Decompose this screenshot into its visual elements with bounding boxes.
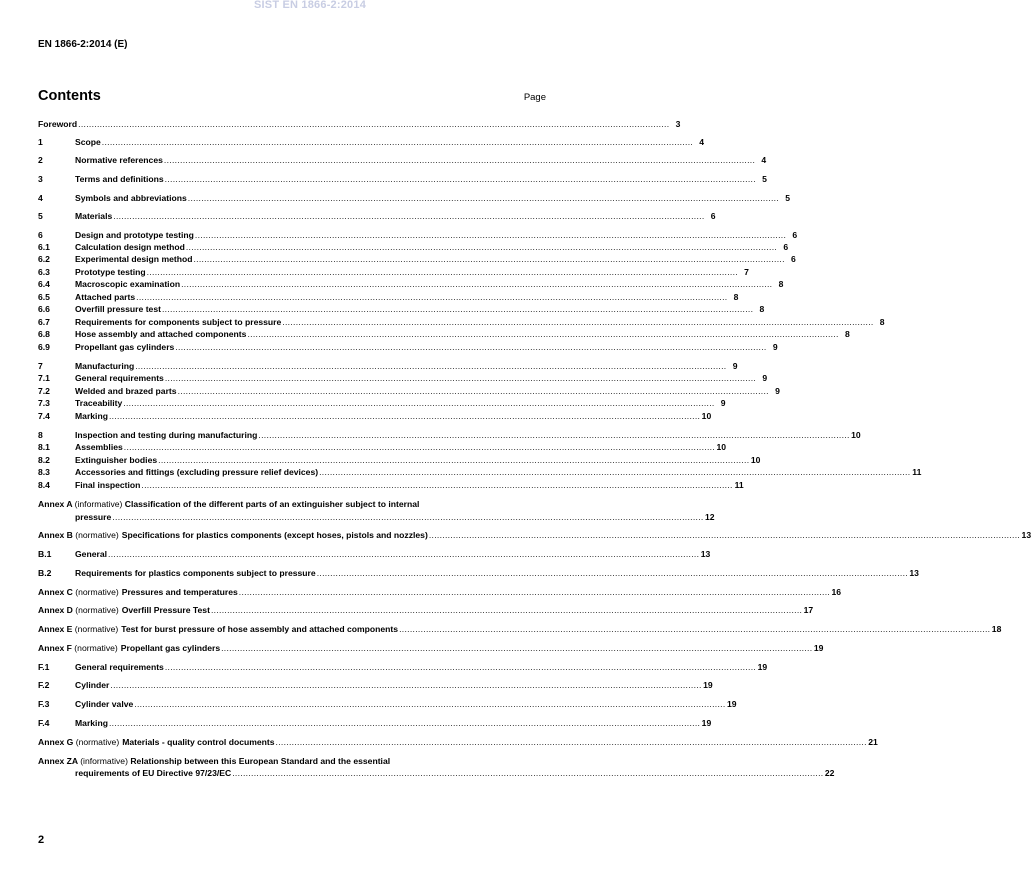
toc-entry[interactable] <box>38 292 739 303</box>
annex-nature: (informative) <box>74 499 123 509</box>
toc-entry-page: 12 <box>705 512 715 522</box>
toc-entry-page: 6 <box>710 211 716 221</box>
toc-entry-page: 10 <box>701 411 712 421</box>
toc-entry-page: 6 <box>783 242 789 252</box>
toc-entry[interactable] <box>38 242 789 253</box>
toc-entry-title: Marking <box>75 718 108 728</box>
toc-entry-title: Overfill pressure test <box>75 304 161 314</box>
toc-entry-number: 7.4 <box>38 411 50 421</box>
dot-leader: ............................................................................................................................................................................................................................ <box>181 279 773 289</box>
dot-leader: ............................................................................................................................................................................................................................ <box>163 155 756 165</box>
toc-entry-title: Symbols and abbreviations <box>75 193 187 203</box>
toc-entry-number: 4 <box>38 193 43 203</box>
dot-leader: ............................................................................................................................................................................................................................ <box>428 530 1021 540</box>
dot-leader: ............................................................................................................................................................................................................................ <box>108 718 701 728</box>
dot-leader: ............................................................................................................................................................................................................................ <box>177 386 769 396</box>
toc-entry-title: Scope <box>75 137 101 147</box>
toc-entry-page: 11 <box>734 480 744 490</box>
dot-leader: ............................................................................................................................................................................................................................ <box>135 361 727 371</box>
toc-entry-number: F.3 <box>38 699 50 709</box>
annex-label: Annex B <box>38 530 73 540</box>
dot-leader: ............................................................................................................................................................................................................................ <box>275 737 867 747</box>
toc-entry-page: 6 <box>792 230 798 240</box>
dot-leader: ............................................................................................................................................................................................................................ <box>175 342 767 352</box>
dot-leader: ............................................................................................................................................................................................................................ <box>113 211 705 221</box>
annex-head <box>38 587 119 598</box>
dot-leader: ............................................................................................................................................................................................................................ <box>136 292 728 302</box>
dot-leader: ............................................................................................................................................................................................................................ <box>258 430 850 440</box>
dot-leader: ............................................................................................................................................................................................................................ <box>112 512 704 522</box>
toc-entry-page: 8 <box>733 292 739 302</box>
annex-label: Annex C <box>38 587 73 597</box>
annex-label: Annex G <box>38 737 74 747</box>
toc-entry-title: General requirements <box>75 662 164 672</box>
annex-title: Specifications for plastics components (except hoses, pistols and nozzles) <box>121 530 428 540</box>
toc-entry-page: 4 <box>761 155 767 165</box>
toc-annex-f[interactable] <box>38 643 824 654</box>
annex-head <box>38 737 119 748</box>
annex-title: Classification of the different parts of an extinguisher subject to internal <box>124 499 420 509</box>
toc-entry-page: 13 <box>1021 530 1031 540</box>
toc-entry-title: Propellant gas cylinders <box>75 342 175 352</box>
toc-entry[interactable] <box>38 304 765 315</box>
annex-title-cont: pressure <box>75 512 112 522</box>
dot-leader: ............................................................................................................................................................................................................................ <box>164 373 757 383</box>
toc-annex-za-line1[interactable] <box>38 756 390 767</box>
toc-entry-number: 7 <box>38 361 43 371</box>
annex-nature: (normative) <box>75 737 120 747</box>
toc-entry-number: 8.4 <box>38 480 50 490</box>
dot-leader: ............................................................................................................................................................................................................................ <box>78 119 670 129</box>
toc-entry-page: 8 <box>879 317 885 327</box>
toc-entry-page: 9 <box>772 342 778 352</box>
toc-entry[interactable] <box>38 267 749 278</box>
toc-entry[interactable] <box>38 568 919 579</box>
annex-nature: (normative) <box>75 605 119 615</box>
annex-label: Annex ZA <box>38 756 78 766</box>
annex-label: Annex F <box>38 643 72 653</box>
toc-entry-page: 5 <box>785 193 791 203</box>
toc-entry-page: 6 <box>790 254 796 264</box>
dot-leader: ............................................................................................................................................................................................................................ <box>161 304 754 314</box>
toc-entry-page: 10 <box>851 430 861 440</box>
toc-entry-number: 6.6 <box>38 304 50 314</box>
annex-title: Test for burst pressure of hose assembly and attached components <box>121 624 399 634</box>
toc-annex-g[interactable] <box>38 737 878 748</box>
toc-entry[interactable] <box>38 329 850 340</box>
toc-entry-page: 17 <box>803 605 814 615</box>
toc-entry-title: Design and prototype testing <box>75 230 194 240</box>
toc-entry-page: 13 <box>700 549 711 559</box>
toc-entry[interactable] <box>38 549 711 560</box>
toc-entry[interactable] <box>38 411 712 422</box>
toc-entry-page: 8 <box>844 329 850 339</box>
watermark: SIST EN 1866-2:2014 <box>253 0 367 11</box>
toc-entry-title: Final inspection <box>75 480 141 490</box>
dot-leader: ............................................................................................................................................................................................................................ <box>193 254 785 264</box>
dot-leader: ............................................................................................................................................................................................................................ <box>210 605 803 615</box>
toc-entry[interactable] <box>38 155 767 166</box>
toc-entry-title: Requirements for components subject to pressure <box>75 317 282 327</box>
toc-entry-number: 6.7 <box>38 317 50 327</box>
toc-entry-title: Foreword <box>38 119 78 129</box>
dot-leader: ............................................................................................................................................................................................................................ <box>399 624 991 634</box>
annex-nature: (normative) <box>75 587 119 597</box>
toc-annex-za-line2[interactable] <box>38 768 835 779</box>
toc-entry[interactable] <box>38 174 767 185</box>
toc-entry-page: 5 <box>762 174 767 184</box>
toc-entry[interactable] <box>38 137 705 148</box>
toc-entry-number: 5 <box>38 211 43 221</box>
toc-entry[interactable] <box>38 373 768 384</box>
toc-entry-number: 2 <box>38 155 43 165</box>
toc-entry-number: 6.4 <box>38 279 50 289</box>
toc-entry-number: B.1 <box>38 549 52 559</box>
annex-head <box>38 643 118 654</box>
toc-entry-title: Cylinder <box>75 680 110 690</box>
toc-entry[interactable] <box>38 480 744 491</box>
toc-entry-page: 9 <box>732 361 738 371</box>
dot-leader: ............................................................................................................................................................................................................................ <box>108 411 701 421</box>
toc-entry-title: Attached parts <box>75 292 136 302</box>
toc-entry[interactable] <box>38 386 780 397</box>
toc-entry[interactable] <box>38 455 761 466</box>
toc-entry-number: 8.3 <box>38 467 50 477</box>
annex-title: Propellant gas cylinders <box>120 643 221 653</box>
dot-leader: ............................................................................................................................................................................................................................ <box>238 587 831 597</box>
toc-entry-number: 1 <box>38 137 43 147</box>
dot-leader: ............................................................................................................................................................................................................................ <box>141 480 733 490</box>
toc-entry[interactable] <box>38 718 712 729</box>
toc-entry[interactable] <box>38 230 798 241</box>
toc-entry-number: 7.2 <box>38 386 50 396</box>
toc-entry-number: F.4 <box>38 718 50 728</box>
toc-entry-number: F.1 <box>38 662 50 672</box>
toc-entry-number: 6.1 <box>38 242 50 252</box>
toc-entry-page: 10 <box>716 442 727 452</box>
toc-entry-number: 8 <box>38 430 43 440</box>
dot-leader: ............................................................................................................................................................................................................................ <box>108 549 700 559</box>
toc-entry-page: 19 <box>701 718 712 728</box>
toc-entry-title: Inspection and testing during manufacturing <box>75 430 258 440</box>
annex-head <box>38 624 118 635</box>
toc-annex-d[interactable] <box>38 605 814 616</box>
annex-title: Relationship between this European Standard and the essential <box>130 756 391 766</box>
toc-entry-title: Manufacturing <box>75 361 135 371</box>
toc-entry-title: General <box>75 549 108 559</box>
toc-entry-number: F.2 <box>38 680 50 690</box>
toc-entry-title: Welded and brazed parts <box>75 386 177 396</box>
dot-leader: ............................................................................................................................................................................................................................ <box>123 442 716 452</box>
toc-entry-page: 9 <box>720 398 726 408</box>
dot-leader: ............................................................................................................................................................................................................................ <box>123 398 715 408</box>
dot-leader: ............................................................................................................................................................................................................................ <box>164 662 757 672</box>
toc-entry[interactable] <box>38 193 791 204</box>
toc-entry[interactable] <box>38 211 716 222</box>
dot-leader: ............................................................................................................................................................................................................................ <box>319 467 911 477</box>
toc-entry[interactable] <box>38 317 885 328</box>
toc-entry-title: Traceability <box>75 398 123 408</box>
toc-entry-number: 6.3 <box>38 267 50 277</box>
toc-entry-page: 19 <box>727 699 737 709</box>
toc-entry-page: 16 <box>831 587 842 597</box>
toc-entry-page: 19 <box>757 662 768 672</box>
toc-entry[interactable] <box>38 699 737 710</box>
toc-entry-number: 3 <box>38 174 43 184</box>
dot-leader: ............................................................................................................................................................................................................................ <box>247 329 839 339</box>
toc-entry-title: Macroscopic examination <box>75 279 181 289</box>
toc-entry-page: 18 <box>991 624 1002 634</box>
toc-entry-number: 8.2 <box>38 455 50 465</box>
dot-leader: ............................................................................................................................................................................................................................ <box>110 680 702 690</box>
annex-title: Materials - quality control documents <box>122 737 275 747</box>
toc-entry-page: 19 <box>813 643 824 653</box>
annex-nature: (normative) <box>74 624 119 634</box>
toc-entry[interactable] <box>38 467 922 478</box>
toc-entry-title: Terms and definitions <box>75 174 164 184</box>
toc-entry-number: 6 <box>38 230 43 240</box>
toc-entry-number: 6.2 <box>38 254 50 264</box>
dot-leader: ............................................................................................................................................................................................................................ <box>185 242 778 252</box>
toc-entry[interactable] <box>38 254 796 265</box>
annex-label: Annex A <box>38 499 73 509</box>
toc-entry-page: 10 <box>750 455 761 465</box>
annex-head <box>38 530 119 541</box>
toc-entry[interactable] <box>38 342 778 353</box>
page-column-label: Page <box>523 92 546 103</box>
toc-entry-page: 9 <box>775 386 780 396</box>
toc-entry-page: 4 <box>699 137 705 147</box>
dot-leader: ............................................................................................................................................................................................................................ <box>221 643 813 653</box>
toc-entry-title: Assemblies <box>75 442 123 452</box>
toc-entry-page: 8 <box>778 279 784 289</box>
toc-entry[interactable] <box>38 662 768 673</box>
toc-entry-title: Hose assembly and attached components <box>75 329 247 339</box>
dot-leader: ............................................................................................................................................................................................................................ <box>187 193 780 203</box>
toc-annex-b[interactable] <box>38 530 1031 541</box>
dot-leader: ............................................................................................................................................................................................................................ <box>316 568 908 578</box>
toc-entry-number: 8.1 <box>38 442 50 452</box>
toc-annex-e[interactable] <box>38 624 1002 635</box>
dot-leader: ............................................................................................................................................................................................................................ <box>134 699 726 709</box>
toc-entry[interactable] <box>38 361 738 372</box>
annex-title: Overfill Pressure Test <box>121 605 210 615</box>
toc-entry-title: General requirements <box>75 373 164 383</box>
toc-entry-title: Cylinder valve <box>75 699 134 709</box>
dot-leader: ............................................................................................................................................................................................................................ <box>158 455 750 465</box>
dot-leader: ............................................................................................................................................................................................................................ <box>164 174 756 184</box>
annex-nature: (informative) <box>80 756 128 766</box>
annex-label: Annex D <box>38 605 73 615</box>
toc-entry-title: Normative references <box>75 155 163 165</box>
toc-entry-page: 22 <box>824 768 835 778</box>
toc-entry-number: B.2 <box>38 568 52 578</box>
toc-entry-number: 6.5 <box>38 292 50 302</box>
toc-entry-number: 7.1 <box>38 373 50 383</box>
annex-title: Pressures and temperatures <box>121 587 238 597</box>
toc-entry-title: Materials <box>75 211 113 221</box>
toc-entry-page: 21 <box>868 737 878 747</box>
annex-head <box>38 605 119 616</box>
toc-annex-a-line2[interactable] <box>38 512 715 523</box>
toc-entry-page: 8 <box>759 304 765 314</box>
dot-leader: ............................................................................................................................................................................................................................ <box>101 137 694 147</box>
dot-leader: ............................................................................................................................................................................................................................ <box>194 230 787 240</box>
dot-leader: ............................................................................................................................................................................................................................ <box>146 267 738 277</box>
toc-annex-c[interactable] <box>38 587 842 598</box>
toc-entry-page: 9 <box>762 373 768 383</box>
toc-entry-page: 3 <box>675 119 681 129</box>
annex-label: Annex E <box>38 624 73 634</box>
toc-entry[interactable] <box>38 398 726 409</box>
toc-entry-number: 7.3 <box>38 398 50 408</box>
toc-entry-page: 7 <box>744 267 749 277</box>
toc-entry[interactable] <box>38 442 727 453</box>
toc-entry-title: Accessories and fittings (excluding pressure relief devices) <box>75 467 319 477</box>
toc-entry-number: 6.9 <box>38 342 50 352</box>
toc-entry-foreword[interactable] <box>38 119 681 130</box>
toc-entry-title: Requirements for plastics components subject to pressure <box>75 568 316 578</box>
toc-entry[interactable] <box>38 279 784 290</box>
annex-nature: (normative) <box>74 643 118 653</box>
contents-title: Contents <box>38 88 101 104</box>
document-id: EN 1866-2:2014 (E) <box>38 39 128 50</box>
toc-entry-title: Marking <box>75 411 108 421</box>
annex-nature: (normative) <box>75 530 119 540</box>
toc-annex-a-line1[interactable] <box>38 499 419 510</box>
toc-entry-page: 13 <box>909 568 919 578</box>
toc-entry[interactable] <box>38 430 861 441</box>
toc-entry-page: 19 <box>703 680 713 690</box>
toc-entry-title: Extinguisher bodies <box>75 455 158 465</box>
dot-leader: ............................................................................................................................................................................................................................ <box>232 768 824 778</box>
annex-title-cont: requirements of EU Directive 97/23/EC <box>75 768 232 778</box>
page-number: 2 <box>38 834 45 846</box>
toc-entry-title: Calculation design method <box>75 242 185 252</box>
toc-entry-title: Prototype testing <box>75 267 146 277</box>
toc-entry[interactable] <box>38 680 713 691</box>
toc-entry-title: Experimental design method <box>75 254 193 264</box>
toc-entry-page: 11 <box>912 467 922 477</box>
dot-leader: ............................................................................................................................................................................................................................ <box>282 317 874 327</box>
toc-entry-number: 6.8 <box>38 329 50 339</box>
